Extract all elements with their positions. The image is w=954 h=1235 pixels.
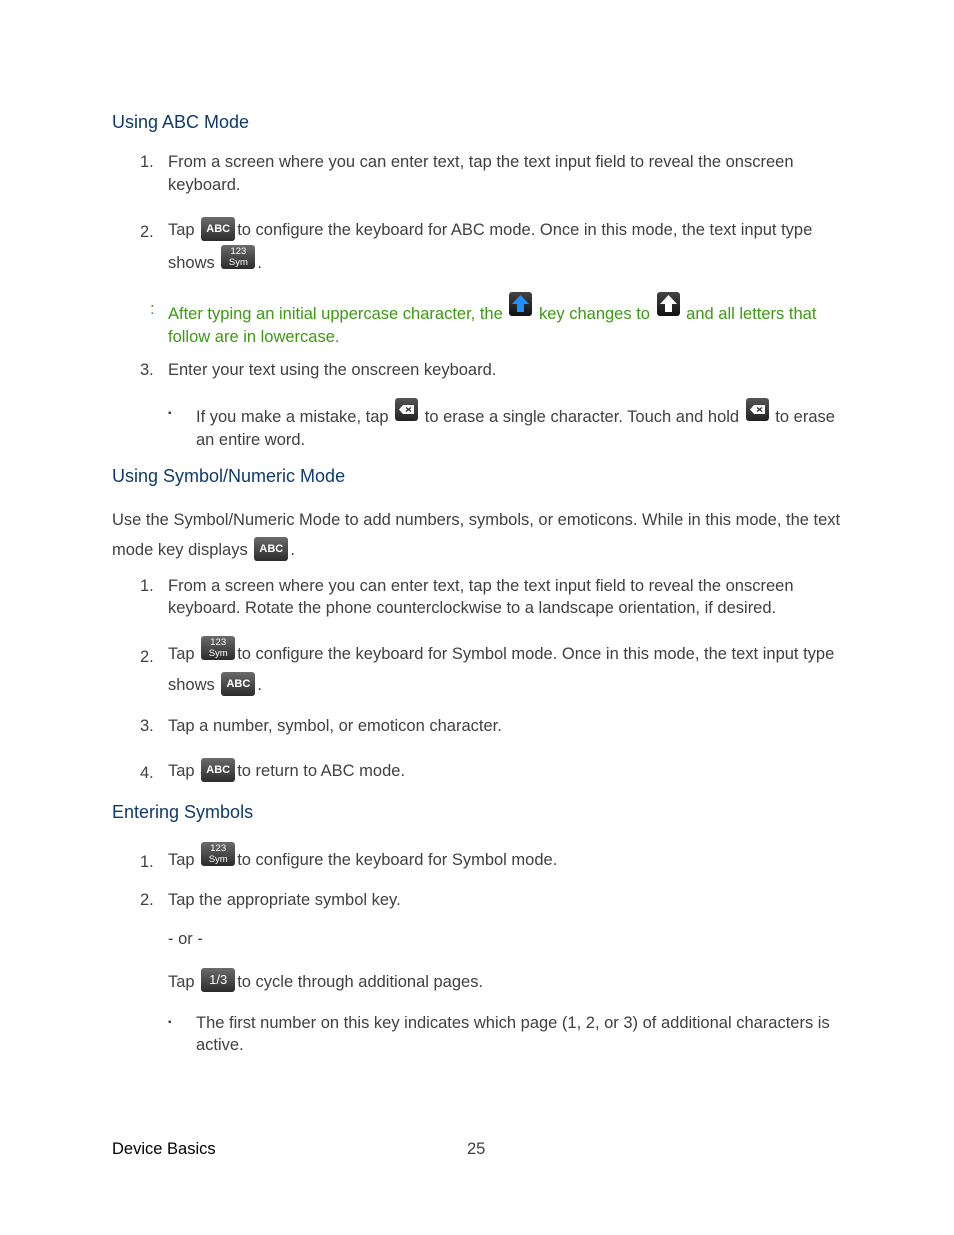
footer-page-number: 25 <box>467 1140 486 1158</box>
step-text <box>168 214 848 279</box>
note-text <box>168 298 848 349</box>
sym-key-bottom: Sym <box>208 854 228 865</box>
step-number: 3. <box>140 361 154 379</box>
heading-entering-symbols: Entering Symbols <box>112 802 254 822</box>
footer-section-title: Device Basics <box>112 1140 216 1158</box>
abc-key-icon: ABC <box>254 537 288 561</box>
bullet-text-part: to erase an entire word. <box>196 408 835 449</box>
bullet-text <box>196 402 846 452</box>
sym-key-bottom: Sym <box>208 648 228 659</box>
shift-key-blue-icon <box>509 292 532 316</box>
step-number: 4. <box>140 764 154 782</box>
step-text-part: to return to ABC mode. <box>237 762 406 780</box>
intro-text-end: . <box>290 541 295 559</box>
abc-key-icon: ABC <box>201 217 235 241</box>
sym-key-top: 123 <box>210 637 227 648</box>
bullet-text-part: If you make a mistake, tap <box>196 408 389 426</box>
step-text-part: . <box>257 676 262 694</box>
step-text: Tap the appropriate symbol key. <box>168 891 401 909</box>
step-text: Tap a number, symbol, or emoticon character. <box>168 717 502 735</box>
step-text <box>168 639 848 702</box>
step-text-part: Tap <box>168 973 195 991</box>
step-text-part: to cycle through additional pages. <box>237 973 484 991</box>
step-text-part: to configure the keyboard for ABC mode. Once in this mode, the text input type shows <box>168 221 813 272</box>
step-text-part: Tap <box>168 221 195 239</box>
step-text <box>168 755 848 788</box>
bullet-text-part: to erase a single character. Touch and hold <box>424 408 740 426</box>
bullet-icon: ▪ <box>168 408 172 419</box>
step-text-part: to configure the keyboard for Symbol mode. Once in this mode, the text input type shows <box>168 645 835 694</box>
step-text <box>168 844 848 876</box>
sym-key-top: 123 <box>230 246 247 257</box>
sym-key-icon <box>201 636 235 660</box>
abc-key-icon: ABC <box>201 758 235 782</box>
abc-key-icon: ABC <box>221 672 255 696</box>
note-marker: : <box>150 300 155 318</box>
step-number: 1. <box>140 577 154 595</box>
sym-key-icon <box>221 245 255 269</box>
step-number: 3. <box>140 717 154 735</box>
step-text-part: Tap <box>168 645 195 663</box>
step-number: 2. <box>140 223 154 241</box>
note-text-part: key changes to <box>538 305 650 323</box>
shift-key-white-icon <box>657 292 680 316</box>
note-text-part: and all letters that follow are in lowercase. <box>168 305 817 346</box>
step-number: 2. <box>140 891 154 909</box>
step-number: 1. <box>140 853 154 871</box>
sym-key-top: 123 <box>210 843 227 854</box>
sym-key-bottom: Sym <box>228 257 248 268</box>
step-number: 2. <box>140 648 154 666</box>
step-text-part: Tap <box>168 762 195 780</box>
step-text-part: . <box>257 254 262 272</box>
or-separator: - or - <box>168 930 203 948</box>
bullet-icon: ▪ <box>168 1017 172 1028</box>
step-number: 1. <box>140 153 154 171</box>
sym-key-icon <box>201 842 235 866</box>
delete-key-icon <box>746 398 769 421</box>
step-text: From a screen where you can enter text, tap the text input field to reveal the onscreen keyboard. <box>168 153 794 194</box>
intro-text: Use the Symbol/Numeric Mode to add numbers, symbols, or emoticons. While in this mode, the text mode key displays <box>112 511 841 559</box>
step-text: Enter your text using the onscreen keyboard. <box>168 361 497 379</box>
delete-key-icon <box>395 398 418 421</box>
heading-using-symbol-numeric-mode: Using Symbol/Numeric Mode <box>112 466 346 486</box>
page-key-icon: 1/3 <box>201 968 235 992</box>
bullet-text: The first number on this key indicates which page (1, 2, or 3) of additional characters is active. <box>196 1014 830 1054</box>
intro-paragraph <box>112 505 852 567</box>
step-text-part: Tap <box>168 851 195 869</box>
step-text-part: to configure the keyboard for Symbol mode. <box>237 851 558 869</box>
heading-using-abc-mode: Using ABC Mode <box>112 112 250 132</box>
step-text <box>168 966 848 998</box>
note-text-part: After typing an initial uppercase character, the <box>168 305 503 323</box>
step-text: From a screen where you can enter text, tap the text input field to reveal the onscreen keyboard. Rotate the phone counterclockwise to a landscape orientation, if desired. <box>168 577 794 617</box>
